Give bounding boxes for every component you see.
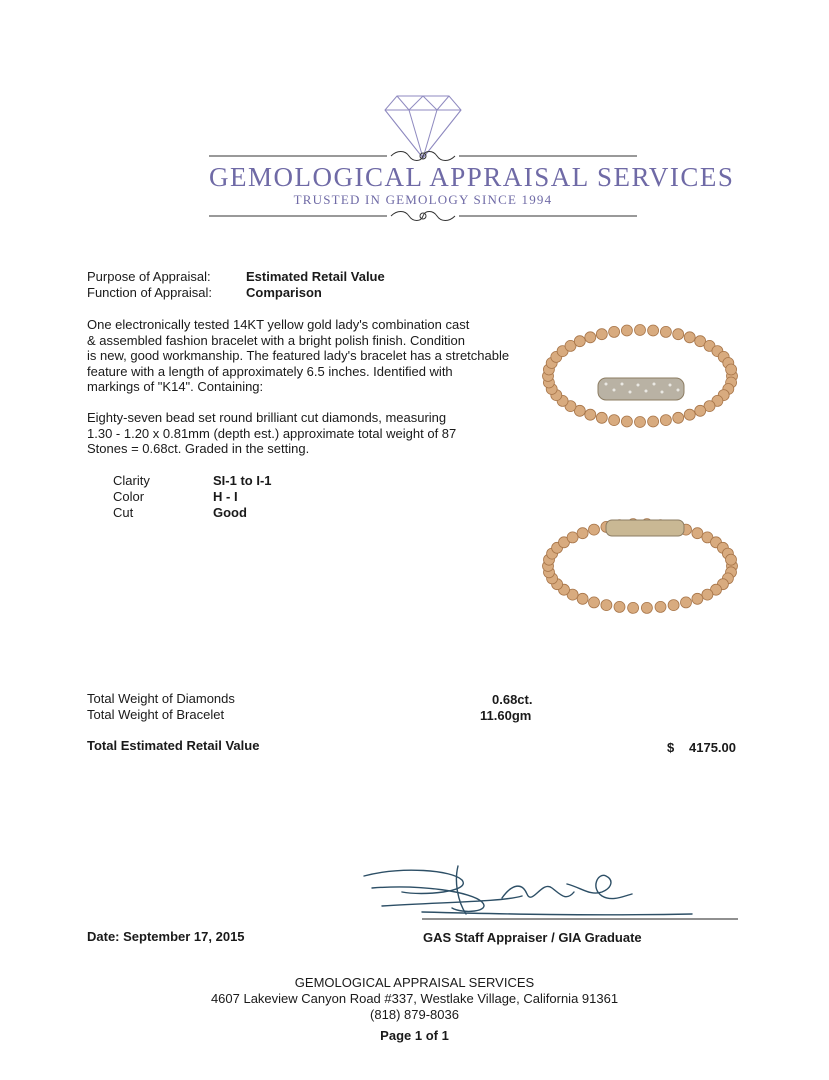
description-line: feature with a length of approximately 6.5 inches. Identified with [87,363,453,379]
header-bottom-rule [209,208,637,224]
bead [577,528,588,539]
bead [726,554,737,565]
total-diamonds-value: 0.68ct. [492,692,533,707]
cut-label: Cut [113,505,134,520]
bead [673,412,684,423]
bead [596,412,607,423]
bead [609,415,620,426]
bead [567,532,578,543]
bead [577,593,588,604]
bead [726,364,737,375]
bead [692,528,703,539]
bead [684,409,695,420]
bead [596,329,607,340]
bead [628,602,639,613]
bead [609,326,620,337]
total-retail-label: Total Estimated Retail Value [87,738,260,753]
bead [589,524,600,535]
bead [684,332,695,343]
bracelet-photo-bottom [540,512,740,624]
bead [621,325,632,336]
description-line: & assembled fashion bracelet with a bright polish finish. Condition [87,332,465,348]
total-bracelet-value: 11.60gm [480,708,532,723]
purpose-value: Estimated Retail Value [246,269,385,284]
total-diamonds-label: Total Weight of Diamonds [87,691,235,706]
footer-company: GEMOLOGICAL APPRAISAL SERVICES [294,975,535,990]
description-line: is new, good workmanship. The featured lady's bracelet has a stretchable [87,348,510,363]
bead [585,409,596,420]
stones-line: Eighty-seven bead set round brilliant cut diamonds, measuring [87,410,447,425]
function-label: Function of Appraisal: [87,285,213,300]
clarity-value: SI-1 to I-1 [213,473,272,488]
bead [648,416,659,427]
bead [635,417,646,428]
footer-page-number: Page 1 of 1 [380,1028,449,1043]
clarity-label: Clarity [113,473,150,488]
bead [660,326,671,337]
bead [641,602,652,613]
bead [635,325,646,336]
footer-phone: (818) 879-8036 [370,1007,459,1022]
description-paragraph [87,317,509,395]
stones-line: 1.30 - 1.20 x 0.81mm (depth est.) approximate total weight of 87 [87,425,457,441]
bead [601,600,612,611]
currency-symbol: $ [667,740,675,755]
bead [655,601,666,612]
total-bracelet-label: Total Weight of Bracelet [87,707,225,722]
logo-title: GEMOLOGICAL APPRAISAL SERVICES [209,162,735,192]
bead [695,405,706,416]
bead [702,589,713,600]
description-line: One electronically tested 14KT yellow gold lady's combination cast [87,317,470,332]
stones-line: Stones = 0.68ct. Graded in the setting. [87,441,310,456]
cut-value: Good [213,505,247,520]
bead [614,601,625,612]
appraiser-signature [362,862,742,924]
footer-address: 4607 Lakeview Canyon Road #337, Westlake Village, California 91361 [210,991,619,1006]
logo-subtitle: TRUSTED IN GEMOLOGY SINCE 1994 [293,192,553,207]
color-label: Color [113,489,145,504]
bead [673,329,684,340]
appraiser-title: GAS Staff Appraiser / GIA Graduate [423,930,642,945]
purpose-label: Purpose of Appraisal: [87,269,211,284]
bead [621,416,632,427]
bead [589,597,600,608]
bead [660,415,671,426]
stones-paragraph [87,410,456,457]
bead [681,597,692,608]
description-line: markings of "K14". Containing: [87,379,264,394]
bead [648,325,659,336]
bead [668,600,679,611]
bead [585,332,596,343]
appraisal-date: Date: September 17, 2015 [87,929,245,944]
bead [692,593,703,604]
function-value: Comparison [246,285,322,300]
color-value: H - I [213,489,238,504]
bracelet-photo-top [540,318,740,436]
total-retail-value: 4175.00 [689,740,736,755]
bead [574,336,585,347]
